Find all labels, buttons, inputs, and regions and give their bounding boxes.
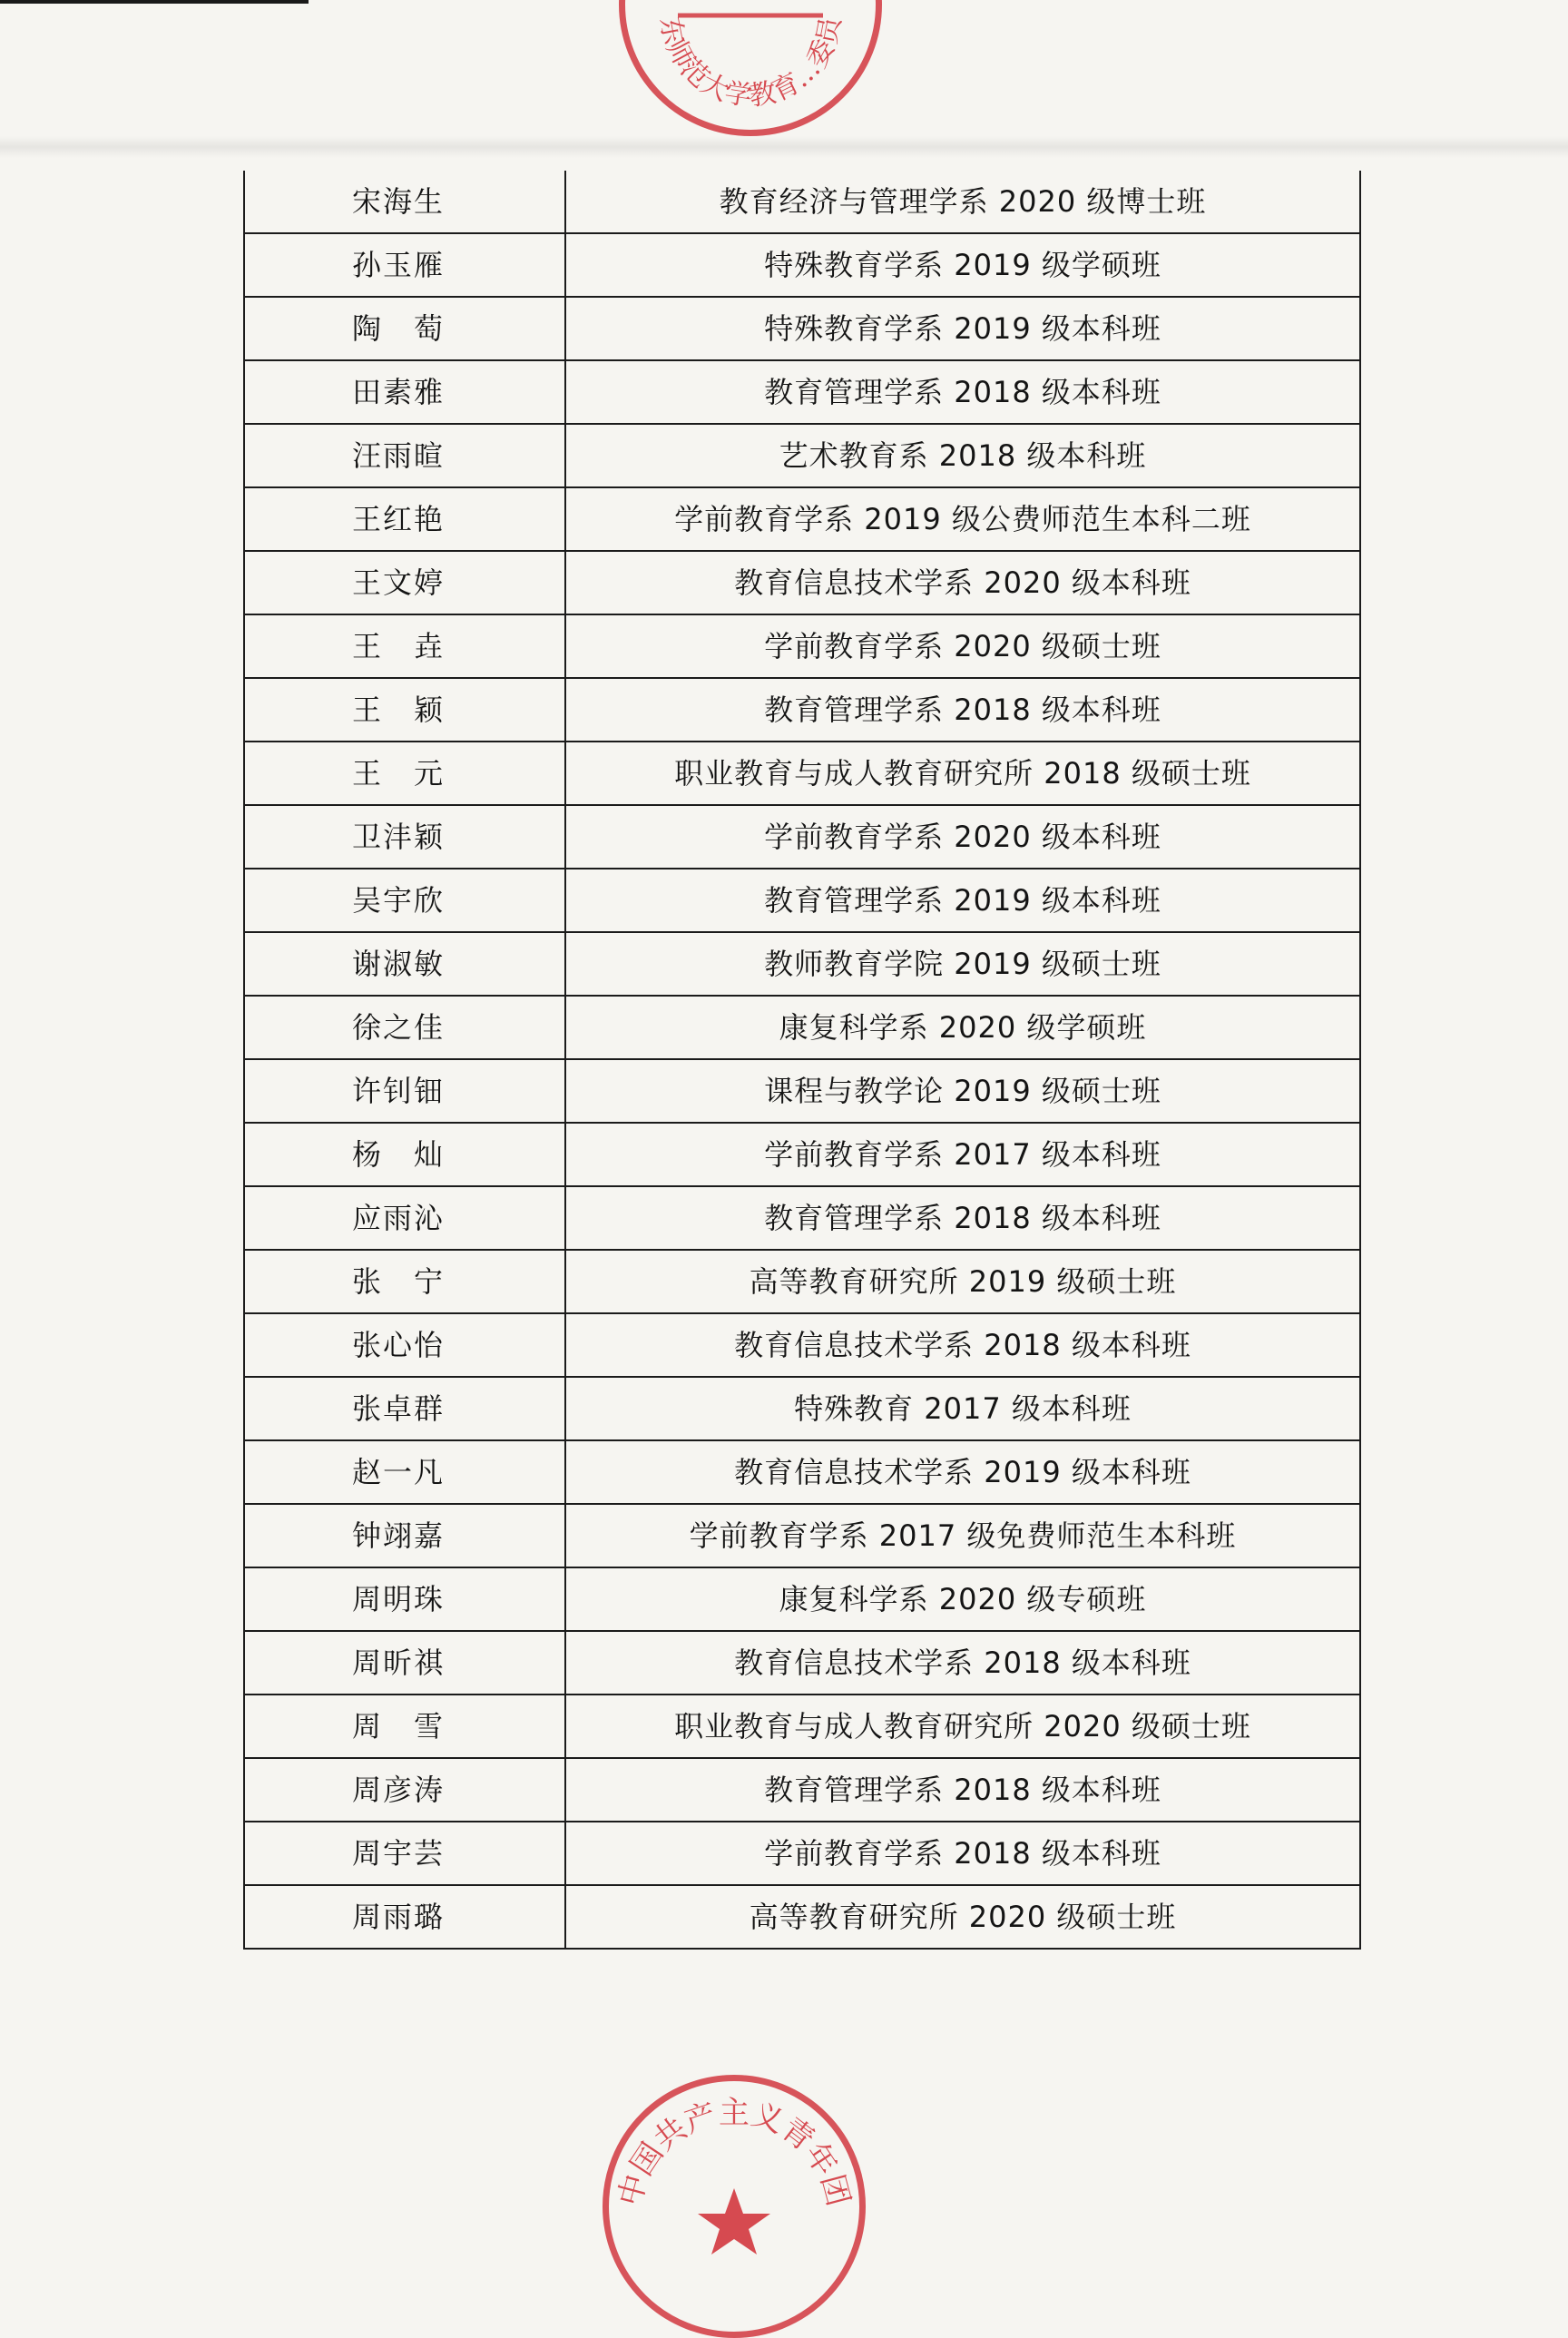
table-row (244, 614, 1360, 678)
class-name: 职业教育与成人教育研究所 2020 级硕士班 (565, 1695, 1360, 1758)
class-name: 教育经济与管理学系 2020 级博士班 (565, 171, 1360, 233)
student-name: 赵一凡 (244, 1440, 565, 1504)
class-name: 教育管理学系 2018 级本科班 (565, 1186, 1360, 1250)
student-name: 汪雨暄 (244, 424, 565, 487)
student-name: 周 雪 (244, 1695, 565, 1758)
table-row (244, 171, 1360, 233)
table-row (244, 1504, 1360, 1567)
table-row (244, 1567, 1360, 1631)
scan-shadow-band (0, 136, 1568, 158)
table-row (244, 1695, 1360, 1758)
table-row (244, 805, 1360, 869)
class-name: 学前教育学系 2020 级硕士班 (565, 614, 1360, 678)
student-name: 周明珠 (244, 1567, 565, 1631)
official-seal-top (619, 0, 882, 136)
student-name: 卫沣颖 (244, 805, 565, 869)
student-name: 王 元 (244, 742, 565, 805)
student-name: 王红艳 (244, 487, 565, 551)
class-name: 学前教育学系 2017 级免费师范生本科班 (565, 1504, 1360, 1567)
student-name: 谢淑敏 (244, 932, 565, 996)
class-name: 教育信息技术学系 2018 级本科班 (565, 1631, 1360, 1695)
award-roster-table (243, 171, 1361, 1950)
student-name: 杨 灿 (244, 1123, 565, 1186)
class-name: 高等教育研究所 2019 级硕士班 (565, 1250, 1360, 1313)
student-name: 周彦涛 (244, 1758, 565, 1822)
table-row (244, 1885, 1360, 1949)
student-name: 张心怡 (244, 1313, 565, 1377)
star-icon (698, 2188, 770, 2254)
table-row (244, 1059, 1360, 1123)
official-seal-bottom (603, 2075, 866, 2338)
table-row (244, 1377, 1360, 1440)
class-name: 康复科学系 2020 级学硕班 (565, 996, 1360, 1059)
class-name: 教育信息技术学系 2019 级本科班 (565, 1440, 1360, 1504)
student-name: 宋海生 (244, 171, 565, 233)
table-row (244, 1822, 1360, 1885)
student-name: 田素雅 (244, 360, 565, 424)
student-name: 王 颖 (244, 678, 565, 742)
class-name: 康复科学系 2020 级专硕班 (565, 1567, 1360, 1631)
student-name: 周昕祺 (244, 1631, 565, 1695)
student-name: 徐之佳 (244, 996, 565, 1059)
class-name: 高等教育研究所 2020 级硕士班 (565, 1885, 1360, 1949)
table-row (244, 1440, 1360, 1504)
table-row (244, 869, 1360, 932)
table-row (244, 1631, 1360, 1695)
class-name: 学前教育学系 2019 级公费师范生本科二班 (565, 487, 1360, 551)
table-row (244, 360, 1360, 424)
table-row (244, 487, 1360, 551)
student-name: 孙玉雁 (244, 233, 565, 297)
table-row (244, 678, 1360, 742)
class-name: 教育管理学系 2018 级本科班 (565, 360, 1360, 424)
class-name: 学前教育学系 2017 级本科班 (565, 1123, 1360, 1186)
table-row (244, 1313, 1360, 1377)
seal-top-graphic (625, 0, 876, 130)
class-name: 学前教育学系 2020 级本科班 (565, 805, 1360, 869)
student-name: 周宇芸 (244, 1822, 565, 1885)
table-row (244, 932, 1360, 996)
student-name: 陶 萄 (244, 297, 565, 360)
class-name: 教育管理学系 2019 级本科班 (565, 869, 1360, 932)
student-name: 应雨沁 (244, 1186, 565, 1250)
table-row (244, 1123, 1360, 1186)
student-name: 王文婷 (244, 551, 565, 614)
student-name: 张卓群 (244, 1377, 565, 1440)
table-row (244, 233, 1360, 297)
class-name: 教育管理学系 2018 级本科班 (565, 1758, 1360, 1822)
seal-bottom-graphic (609, 2081, 859, 2332)
table-row (244, 1186, 1360, 1250)
table-row (244, 297, 1360, 360)
class-name: 特殊教育 2017 级本科班 (565, 1377, 1360, 1440)
student-name: 吴宇欣 (244, 869, 565, 932)
table-row (244, 1758, 1360, 1822)
class-name: 艺术教育系 2018 级本科班 (565, 424, 1360, 487)
class-name: 教育信息技术学系 2020 级本科班 (565, 551, 1360, 614)
table-row (244, 424, 1360, 487)
table-row (244, 1250, 1360, 1313)
student-name: 王 垚 (244, 614, 565, 678)
student-name: 许钊钿 (244, 1059, 565, 1123)
student-name: 钟翊嘉 (244, 1504, 565, 1567)
svg-text:中国共产主义青年团: 中国共产主义青年团 (612, 2095, 857, 2210)
table-row (244, 742, 1360, 805)
table-row (244, 996, 1360, 1059)
page-edge-mark (0, 0, 309, 4)
table-row (244, 551, 1360, 614)
class-name: 教师教育学院 2019 级硕士班 (565, 932, 1360, 996)
student-name: 周雨璐 (244, 1885, 565, 1949)
class-name: 学前教育学系 2018 级本科班 (565, 1822, 1360, 1885)
student-name: 张 宁 (244, 1250, 565, 1313)
class-name: 教育信息技术学系 2018 级本科班 (565, 1313, 1360, 1377)
svg-text:华东师范大学教育…委员会: 东师范大学教育…委员 (653, 14, 848, 113)
class-name: 特殊教育学系 2019 级学硕班 (565, 233, 1360, 297)
class-name: 职业教育与成人教育研究所 2018 级硕士班 (565, 742, 1360, 805)
class-name: 课程与教学论 2019 级硕士班 (565, 1059, 1360, 1123)
class-name: 教育管理学系 2018 级本科班 (565, 678, 1360, 742)
class-name: 特殊教育学系 2019 级本科班 (565, 297, 1360, 360)
